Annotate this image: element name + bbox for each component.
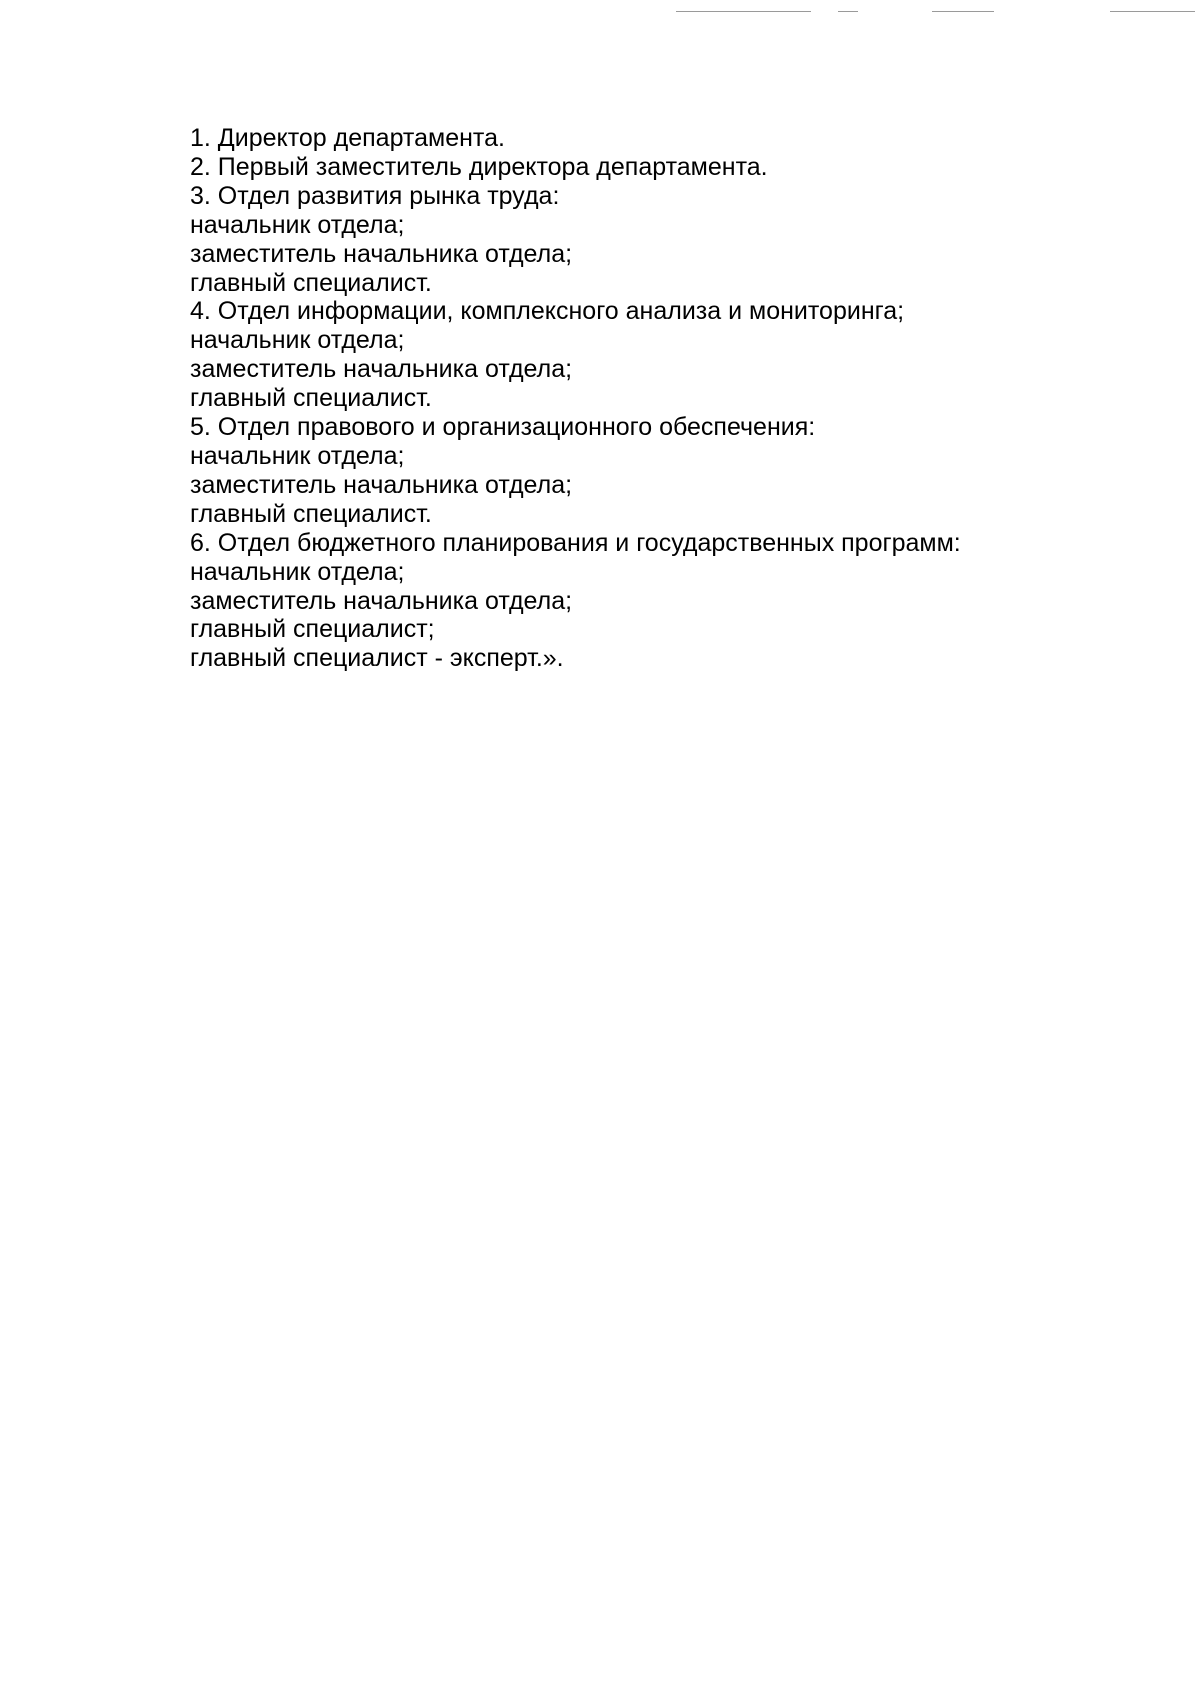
list-item: заместитель начальника отдела; [190, 586, 573, 615]
list-item: 1. Директор департамента. [190, 124, 505, 152]
scan-artifact-line [838, 11, 858, 12]
staff-list [190, 124, 1090, 673]
list-item: 2. Первый заместитель директора департамента. [190, 152, 768, 181]
list-item: заместитель начальника отдела; [190, 470, 573, 499]
list-item: 4. Отдел информации, комплексного анализа и мониторинга; [190, 297, 905, 326]
scan-artifact-line [932, 11, 994, 12]
scan-artifact-line [1110, 11, 1195, 12]
list-item: 3. Отдел развития рынка труда: [190, 181, 560, 210]
list-item: главный специалист; [190, 615, 435, 644]
list-item: начальник отдела; [190, 557, 405, 586]
list-item: главный специалист. [190, 384, 432, 413]
list-item: 6. Отдел бюджетного планирования и государственных программ: [190, 528, 961, 557]
list-item: начальник отдела; [190, 326, 405, 355]
list-item: заместитель начальника отдела; [190, 239, 573, 268]
list-item: начальник отдела; [190, 210, 405, 239]
list-item: 5. Отдел правового и организационного обеспечения: [190, 413, 816, 442]
list-item: главный специалист. [190, 268, 432, 297]
list-item: начальник отдела; [190, 441, 405, 470]
list-item: заместитель начальника отдела; [190, 355, 573, 384]
scan-artifact-line [676, 11, 811, 12]
list-item: главный специалист - эксперт.». [190, 644, 564, 673]
list-item: главный специалист. [190, 499, 432, 528]
